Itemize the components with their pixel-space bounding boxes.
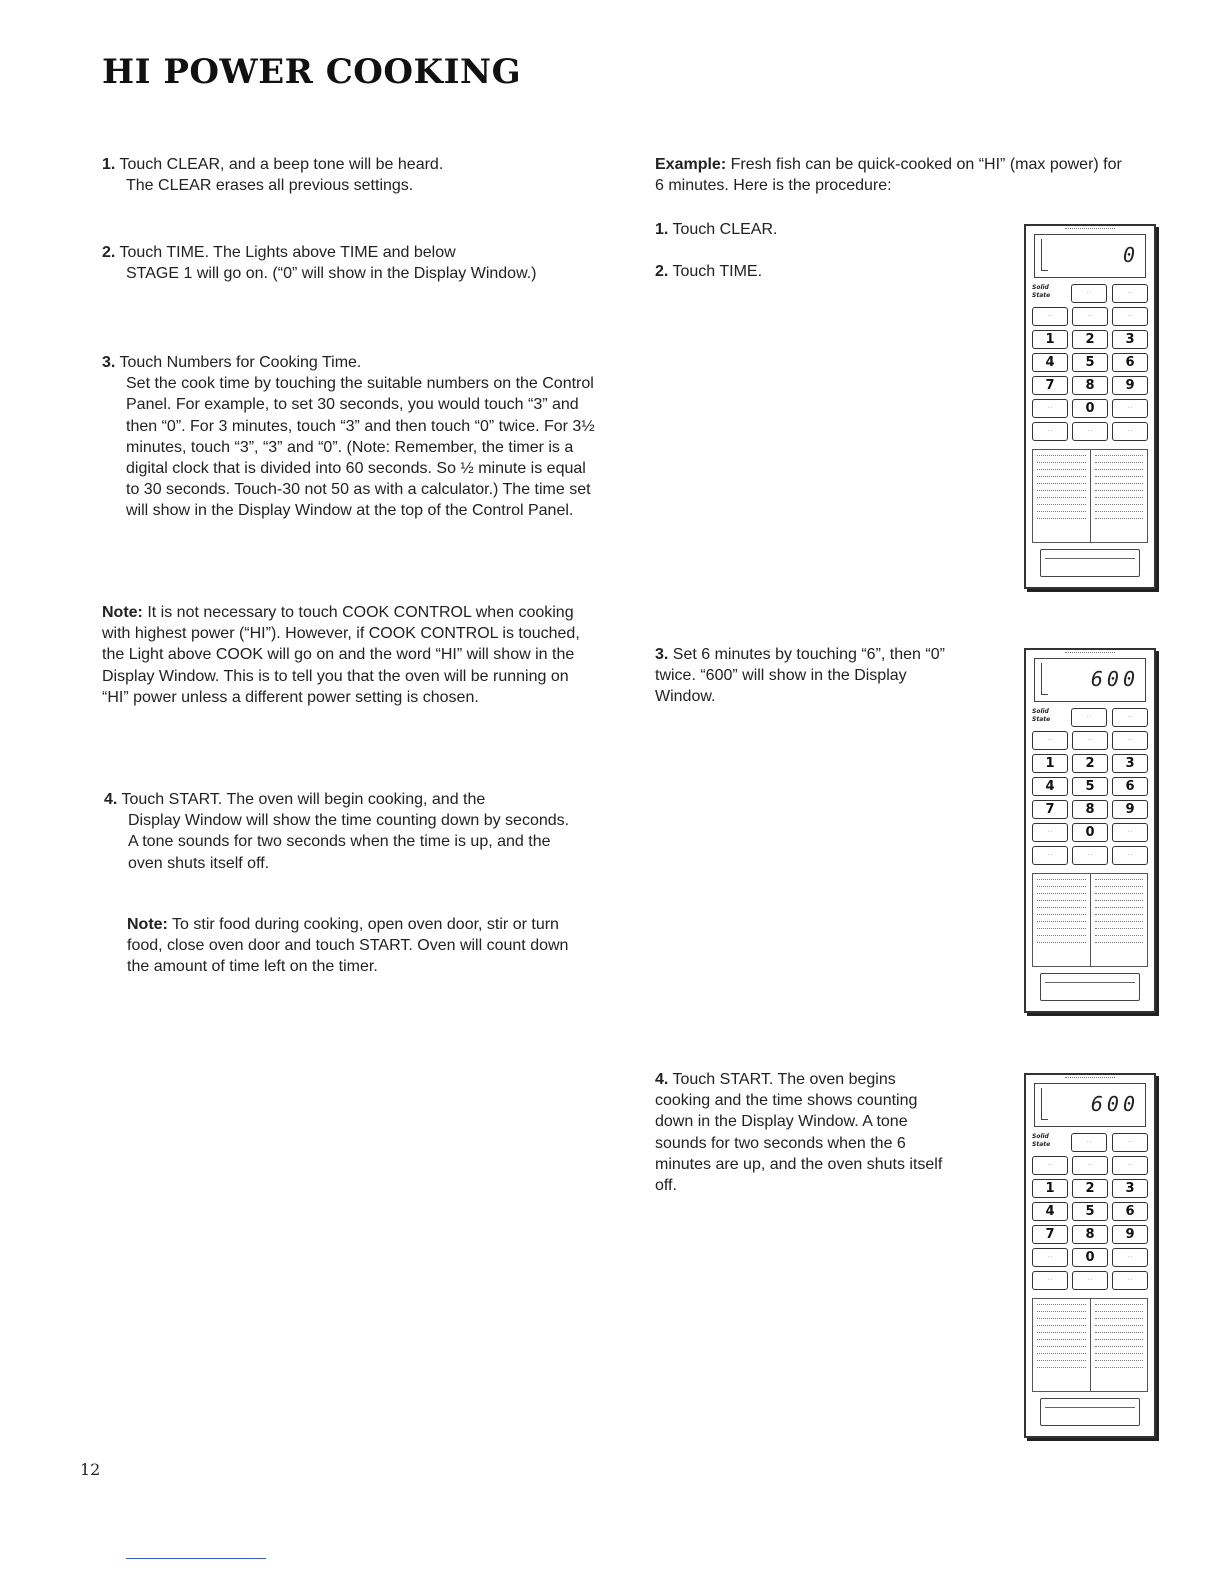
- stop-key: · ·: [1112, 846, 1148, 865]
- note-label: Note:: [127, 916, 168, 933]
- time-key: · ·: [1032, 307, 1068, 326]
- key-4: 4: [1032, 353, 1068, 372]
- key-5: 5: [1072, 777, 1108, 796]
- key-7: 7: [1032, 376, 1068, 395]
- key-9: 9: [1112, 1225, 1148, 1244]
- key-9: 9: [1112, 376, 1148, 395]
- temp-set-key: · ·: [1112, 1248, 1148, 1267]
- left-step-1: [102, 154, 602, 196]
- key-4: 4: [1032, 777, 1068, 796]
- control-panel-illustration: [1024, 224, 1156, 589]
- key-9: 9: [1112, 800, 1148, 819]
- display-window: [1034, 234, 1146, 278]
- hold-key: · ·: [1112, 284, 1148, 303]
- step-number: 2.: [102, 244, 116, 261]
- control-panel-illustration: [1024, 648, 1156, 1013]
- step-text: Touch START. The oven begins cooking and the time shows counting down in the Display Window. A tone sounds for two seconds when the 6 minutes are up, and the oven shuts itself off.: [655, 1071, 943, 1195]
- key-5: 5: [1072, 1202, 1108, 1221]
- key-3: 3: [1112, 1179, 1148, 1198]
- key-1: 1: [1032, 1179, 1068, 1198]
- brand-label: Solid State: [1032, 708, 1066, 725]
- temp-set-key: · ·: [1112, 823, 1148, 842]
- left-step-4: [104, 789, 574, 874]
- brand-label: Solid State: [1032, 1133, 1066, 1150]
- key-1: 1: [1032, 754, 1068, 773]
- cooking-guide-chart: [1032, 449, 1148, 543]
- reset-key: · ·: [1032, 823, 1068, 842]
- key-3: 3: [1112, 754, 1148, 773]
- note-text: It is not necessary to touch COOK CONTROL when cooking with highest power (“HI”). However, if COOK CONTROL is touched, the Light above COOK will go on and the word “HI” will show in the Display Window. This is to tell you that the oven will be running on “HI” power unless a different power setting is chosen.: [102, 604, 580, 706]
- key-0: 0: [1072, 399, 1108, 418]
- step-number: 4.: [655, 1071, 669, 1088]
- note-hi-power: [102, 602, 590, 708]
- temp-key: · ·: [1072, 307, 1108, 326]
- right-step-3: [655, 644, 945, 708]
- note-text: To stir food during cooking, open oven door, stir or turn food, close oven door and touch START. Oven will count down the amount of time left on the timer.: [127, 916, 569, 976]
- right-step-1: [655, 219, 955, 240]
- key-2: 2: [1072, 330, 1108, 349]
- stop-key: · ·: [1112, 1271, 1148, 1290]
- left-step-2: [102, 242, 552, 284]
- key-8: 8: [1072, 376, 1108, 395]
- start-key: · ·: [1072, 1271, 1108, 1290]
- start-key: · ·: [1072, 846, 1108, 865]
- step-text: Touch TIME.: [672, 263, 763, 280]
- step-text: Touch Numbers for Cooking Time.: [119, 354, 362, 371]
- example-label: Example:: [655, 156, 727, 173]
- key-8: 8: [1072, 1225, 1108, 1244]
- temp-key: · ·: [1072, 1156, 1108, 1175]
- display-value: 600: [1090, 1092, 1139, 1116]
- step-number: 3.: [102, 354, 116, 371]
- cook-control-key: · ·: [1112, 1156, 1148, 1175]
- key-0: 0: [1072, 1248, 1108, 1267]
- temp-key: · ·: [1072, 731, 1108, 750]
- note-stir: [127, 914, 587, 978]
- step-text: Set 6 minutes by touching “6”, then “0” twice. “600” will show in the Display Window.: [655, 646, 945, 706]
- example-text: Fresh fish can be quick-cooked on “HI” (max power) for 6 minutes. Here is the procedure:: [655, 156, 1122, 195]
- cooking-guide-chart: [1032, 1298, 1148, 1392]
- hold-key: · ·: [1112, 1133, 1148, 1152]
- memory-key: · ·: [1071, 1133, 1107, 1152]
- time-key: · ·: [1032, 731, 1068, 750]
- right-step-2: [655, 261, 955, 282]
- display-window: [1034, 1083, 1146, 1127]
- key-2: 2: [1072, 754, 1108, 773]
- left-step-3: [102, 352, 597, 522]
- key-1: 1: [1032, 330, 1068, 349]
- step-body: Display Window will show the time counting down by seconds. A tone sounds for two seconds when the time is up, and the oven shuts itself off.: [128, 812, 570, 872]
- page-title: HI POWER COOKING: [102, 52, 522, 92]
- key-0: 0: [1072, 823, 1108, 842]
- step-number: 3.: [655, 646, 669, 663]
- reset-key: · ·: [1032, 1248, 1068, 1267]
- cook-control-key: · ·: [1112, 307, 1148, 326]
- key-3: 3: [1112, 330, 1148, 349]
- clear-key: · ·: [1032, 1271, 1068, 1290]
- step-text: Touch CLEAR, and a beep tone will be heard.: [119, 156, 444, 173]
- temp-set-key: · ·: [1112, 399, 1148, 418]
- key-7: 7: [1032, 1225, 1068, 1244]
- reset-key: · ·: [1032, 399, 1068, 418]
- memory-key: · ·: [1071, 708, 1107, 727]
- key-5: 5: [1072, 353, 1108, 372]
- key-7: 7: [1032, 800, 1068, 819]
- brand-label: Solid State: [1032, 284, 1066, 301]
- stop-key: · ·: [1112, 422, 1148, 441]
- time-key: · ·: [1032, 1156, 1068, 1175]
- step-text: Touch START. The oven will begin cooking, and the: [121, 791, 486, 808]
- key-4: 4: [1032, 1202, 1068, 1221]
- step-number: 1.: [655, 221, 669, 238]
- step-text: Touch CLEAR.: [672, 221, 778, 238]
- clear-key: · ·: [1032, 422, 1068, 441]
- cook-control-key: · ·: [1112, 731, 1148, 750]
- start-key: · ·: [1072, 422, 1108, 441]
- control-panel-illustration: [1024, 1073, 1156, 1438]
- key-8: 8: [1072, 800, 1108, 819]
- right-step-4: [655, 1069, 950, 1196]
- cooking-guide-chart: [1032, 873, 1148, 967]
- hold-key: · ·: [1112, 708, 1148, 727]
- door-handle: [1040, 549, 1140, 577]
- door-handle: [1040, 973, 1140, 1001]
- key-6: 6: [1112, 777, 1148, 796]
- display-value: 600: [1090, 667, 1139, 691]
- step-body: Set the cook time by touching the suitable numbers on the Control Panel. For example, to set 30 seconds, you would touch “3” and then “0”. For 3 minutes, touch “3” and then touch “0” twice. For 3½ minutes, touch “3”, “3” and “0”. (Note: Remember, the timer is a digital clock that is divided into 60 seconds. So ½ minute is equal to 30 seconds. Touch-30 not 50 as with a calculator.) The time set will show in the Display Window at the top of the Control Panel.: [126, 375, 595, 520]
- door-handle: [1040, 1398, 1140, 1426]
- display-window: [1034, 658, 1146, 702]
- step-text: Touch TIME. The Lights above TIME and below: [119, 244, 456, 261]
- clear-key: · ·: [1032, 846, 1068, 865]
- step-number: 2.: [655, 263, 669, 280]
- step-number: 4.: [104, 791, 118, 808]
- key-6: 6: [1112, 1202, 1148, 1221]
- example-intro: [655, 154, 1125, 196]
- note-label: Note:: [102, 604, 143, 621]
- page-number: 12: [80, 1460, 101, 1479]
- display-value: 0: [1122, 243, 1139, 267]
- step-body: The CLEAR erases all previous settings.: [126, 177, 414, 195]
- step-body: STAGE 1 will go on. (“0” will show in the Display Window.): [126, 265, 537, 283]
- key-6: 6: [1112, 353, 1148, 372]
- key-2: 2: [1072, 1179, 1108, 1198]
- memory-key: · ·: [1071, 284, 1107, 303]
- step-number: 1.: [102, 156, 116, 173]
- footer-rule: [126, 1558, 266, 1559]
